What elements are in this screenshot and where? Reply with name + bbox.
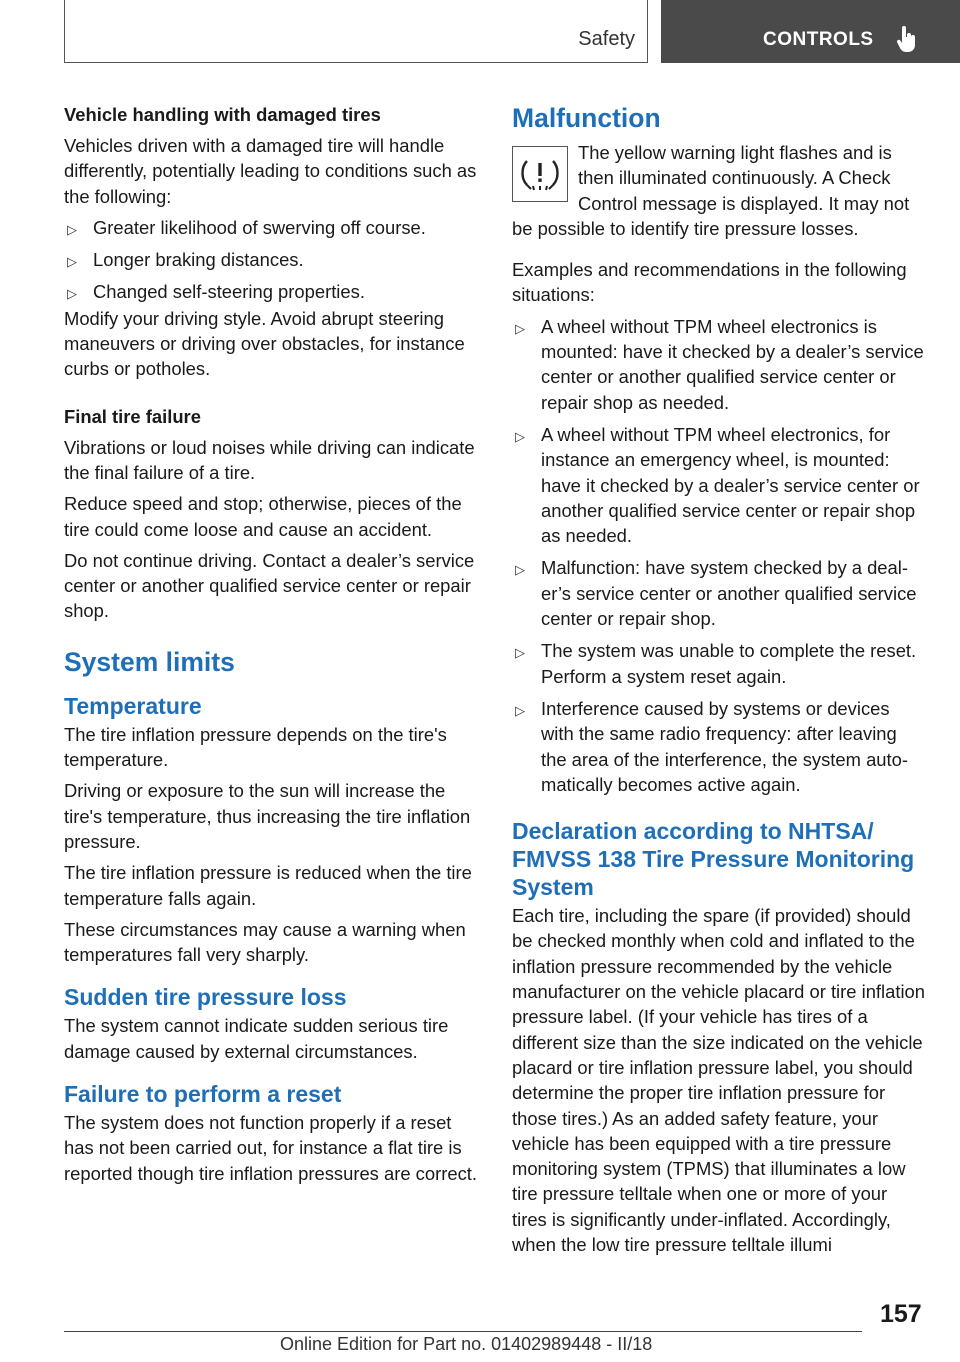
- chapter-title: CONTROLS: [763, 29, 874, 50]
- paragraph-final-3: Do not continue driving. Contact a dealer’s service center or another qualified service center or repair shop.: [64, 549, 475, 622]
- heading-damaged-tires: Vehicle handling with damaged tires: [64, 104, 381, 125]
- paragraph-sudden-loss: The system cannot indicate sudden serious tire damage caused by external circumstances.: [64, 1015, 449, 1062]
- paragraph-temp-3: The tire inflation pressure is reduced when the tire temperature falls again.: [64, 862, 472, 909]
- right-column: [512, 102, 926, 1257]
- paragraph-damaged-tires: Vehicles driven with a damaged tire will handle differently, potentially leading to conditions such as the following:: [64, 135, 477, 207]
- list-item: ▷ Greater likelihood of swerving off course.: [64, 215, 480, 240]
- heading-sudden-loss: Sudden tire pressure loss: [64, 984, 347, 1011]
- section-title: Safety: [578, 28, 635, 50]
- triangle-right-outline-icon: ▷: [515, 702, 525, 718]
- paragraph-examples: Examples and recommendations in the following situations:: [512, 259, 907, 306]
- triangle-right-outline-icon: ▷: [515, 562, 525, 578]
- heading-malfunction: Malfunction: [512, 103, 661, 133]
- paragraph-malfunction: The yellow warning light flashes and is then illuminated continuously. A Check Control message is displayed. It may not be possible to identify tire pressure losses.: [512, 142, 910, 239]
- heading-declaration: Declaration according to NHTSA/ FMVSS 138 Tire Pressure Monitoring System: [512, 818, 915, 901]
- tire-pressure-warning-icon: [512, 146, 568, 202]
- footer-divider: [64, 1331, 862, 1332]
- list-item: ▷ Interference caused by systems or devices with the same radio frequency: after leaving the area of the interference, the system automatically becomes active again.: [515, 697, 908, 795]
- list-item: ▷ Malfunction: have system checked by a dealer’s service center or another qualified service center or repair shop.: [515, 557, 917, 630]
- paragraph-temp-4: These circumstances may cause a warning when temperatures fall very sharply.: [64, 918, 466, 966]
- triangle-right-outline-icon: ▷: [67, 254, 77, 270]
- list-item: ▷ A wheel without TPM wheel electronics, for instance an emergency wheel, is mounted: have it checked by a dealer’s service center or another qualified service center or repair shop as needed.: [515, 423, 920, 547]
- triangle-right-outline-icon: ▷: [515, 320, 525, 336]
- pointing-hand-icon: [897, 26, 917, 57]
- triangle-right-outline-icon: ▷: [67, 286, 77, 302]
- paragraph-declaration: Each tire, including the spare (if provided) should be checked monthly when cold and inflated to the inflation pressure recommended by the vehicle manufacturer on the vehicle placard or tire inflation pressure label. (If your vehicle has tires of a different size than the size indicated on the vehicle placard or tire inflation pressure label, you should determine the proper tire inflation pressure for those tires.) As an added safety feature, your vehicle has been equipped with a tire pressure monitoring system (TPMS) that illuminates a low tire pressure telltale when one or more of your tires is significantly under-inflated. Accordingly, when the low tire pressure telltale illumi: [512, 905, 925, 1255]
- header-left-box: [64, 0, 648, 63]
- malfunction-block: [512, 140, 926, 241]
- list-item: ▷ Longer braking distances.: [64, 247, 480, 272]
- paragraph-failure-reset: The system does not function properly if a reset has not been carried out, for instance a flat tire is reported though tire inflation pressures are correct.: [64, 1112, 477, 1184]
- header-chapter-tab: [661, 0, 960, 63]
- triangle-right-outline-icon: ▷: [515, 428, 525, 444]
- list-item: ▷ A wheel without TPM wheel electronics is mounted: have it checked by a dealer’s service center or another qualified service center or repair shop as needed.: [515, 315, 924, 413]
- heading-final-tire-failure: Final tire failure: [64, 405, 201, 427]
- paragraph-final-2: Reduce speed and stop; otherwise, pieces of the tire could come loose and cause an accident.: [64, 493, 462, 540]
- paragraph-temp-2: Driving or exposure to the sun will increase the tire's temperature, thus increasing the tire inflation pressure.: [64, 780, 471, 852]
- heading-temperature: Temperature: [64, 692, 202, 719]
- list-examples: [512, 314, 926, 797]
- heading-failure-reset: Failure to perform a reset: [64, 1081, 342, 1108]
- paragraph-temp-1: The tire inflation pressure depends on the tire's temperature.: [64, 723, 447, 771]
- left-column: [64, 102, 480, 1186]
- triangle-right-outline-icon: ▷: [515, 645, 525, 661]
- page-number: 157: [880, 1300, 922, 1328]
- footer-edition: Online Edition for Part no. 01402989448 - II/18: [280, 1334, 653, 1354]
- list-item: ▷ Changed self-steering properties.: [64, 279, 480, 304]
- list-damaged-tires: [64, 215, 480, 305]
- list-item: ▷ The system was unable to complete the reset. Perform a system reset again.: [515, 640, 917, 687]
- heading-system-limits: System limits: [64, 646, 235, 677]
- triangle-right-outline-icon: ▷: [67, 221, 77, 237]
- paragraph-final-1: Vibrations or loud noises while driving can indicate the final failure of a tire.: [64, 436, 475, 483]
- paragraph-modify-driving: Modify your driving style. Avoid abrupt steering maneuvers or driving over obstacles, for instance curbs or potholes.: [64, 307, 465, 380]
